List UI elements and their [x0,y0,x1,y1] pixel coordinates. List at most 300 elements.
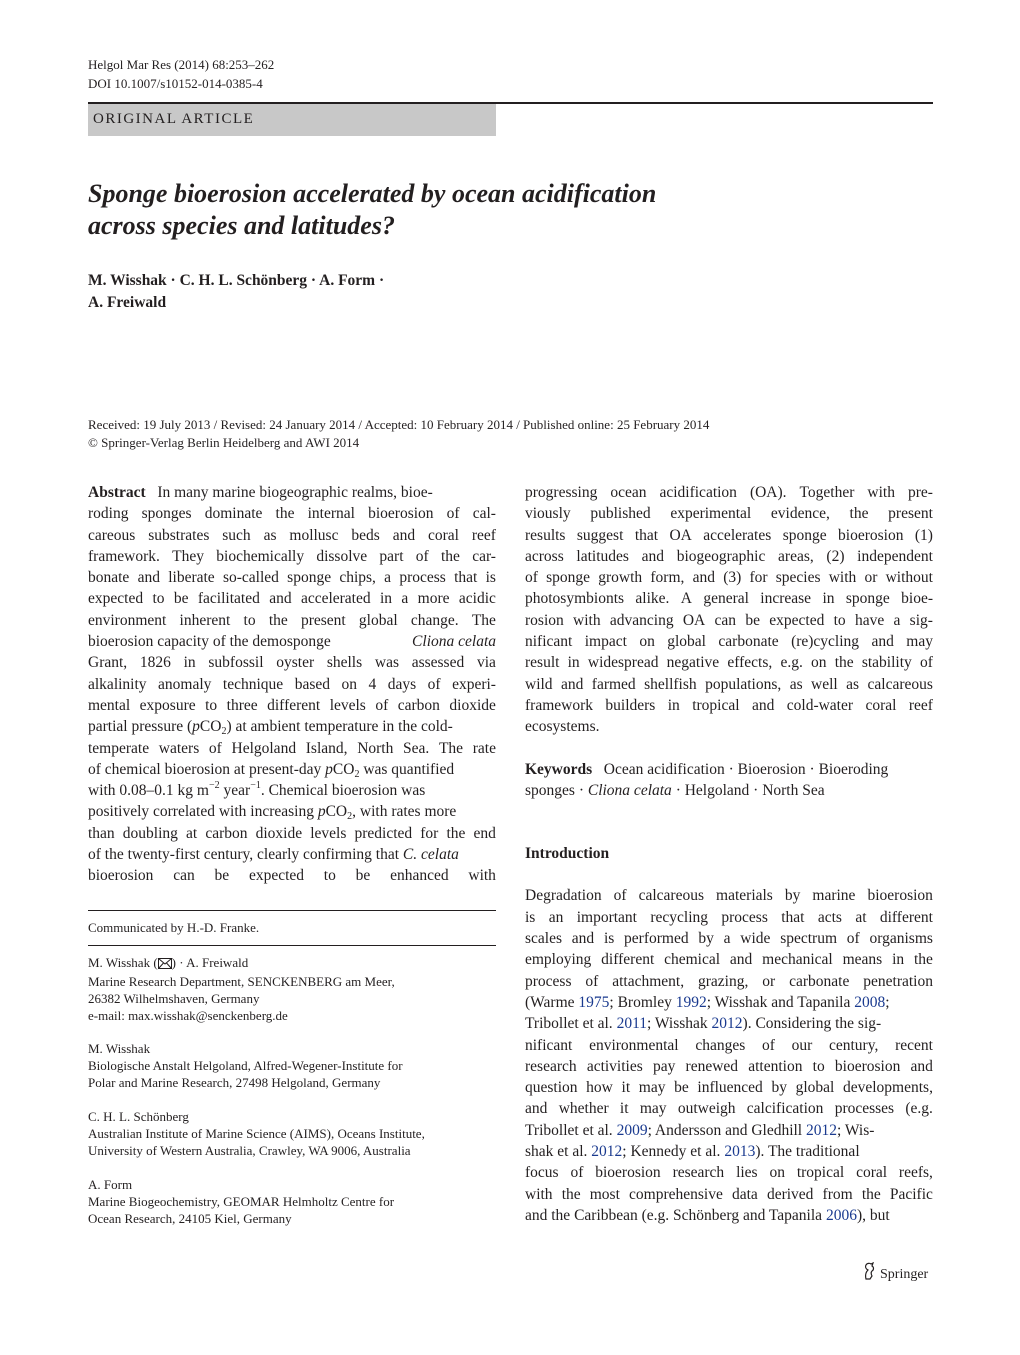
word: be [173,590,189,608]
word: end [473,824,496,842]
abstract-line [88,716,496,737]
abstract-text: bioerosion capacity of the demosponge [88,633,331,651]
right-column [525,482,933,1226]
word: part [379,547,404,565]
abstract-text: . Chemical bioerosion was [260,782,426,800]
word: it [621,1079,631,1097]
word: to [812,1057,825,1075]
word: or [864,569,878,587]
title-line-2: across species and latitudes? [88,211,395,240]
word: (re)cycling [791,633,860,651]
word: populations, [705,675,782,693]
word: roding [88,505,129,523]
intro-line [525,949,933,970]
word: of [415,547,429,565]
journal-citation [88,55,274,93]
affiliation-3 [88,1108,496,1159]
intro-text: ; Wisshak [647,1015,712,1033]
word: sponge [546,569,591,587]
word: reefs, [898,1164,933,1182]
word: by [784,887,801,905]
word: was [374,654,399,672]
word: careous [88,526,136,544]
affiliation-name: C. H. L. Schönberg [88,1109,189,1124]
word: recycling [650,908,709,926]
word: experimental [670,505,752,523]
word: the [834,654,854,672]
word: of [446,505,460,523]
word: days [387,675,417,693]
word: rosion [525,611,564,629]
abstract-line [525,652,933,673]
word: viously [525,505,571,523]
word: Together [799,484,855,501]
abstract-line [88,823,496,844]
word: carbon [397,696,440,714]
springer-horse-icon [862,1262,876,1287]
word: from [822,1185,853,1203]
affiliation-line: Biologische Anstalt Helgoland, Alfred-Wegener-Institute for [88,1058,403,1073]
affiliation-name: M. Wisshak ( [88,955,158,970]
abstract-text: partial pressure ( [88,718,193,736]
word: grazing, [698,972,749,990]
word: increase [760,590,812,608]
abstract-line [88,801,496,822]
word: whether [558,1100,609,1118]
word: performed [624,930,689,948]
word: of [375,696,389,714]
word: calcareous [638,887,704,905]
word: present [300,611,346,629]
word: bioerosion [368,505,434,523]
word: bioerosion [595,1164,661,1182]
abstract-line [88,567,496,588]
species-name: Cliona celata [412,633,496,651]
word: a [384,569,392,587]
abstract-line [88,738,496,759]
word: on [341,675,357,693]
word: advancing [609,611,674,629]
word: doubling [122,824,178,842]
introduction-body [525,885,933,1226]
word: an [548,908,564,926]
word: expected [248,867,305,885]
word: stability [861,654,912,672]
word: with [525,1185,553,1203]
intro-text: ; Andersson and Gledhill [647,1121,806,1139]
intro-text: (Warme [525,993,579,1011]
citation-link[interactable]: 2008 [854,993,886,1011]
word: with [573,611,601,629]
word: across [525,547,564,565]
word: Degradation [525,887,602,905]
word: accelerated [300,590,371,608]
word: lies [736,1164,758,1182]
word: sponge [782,526,827,544]
word: Helgoland [231,739,297,757]
abstract-text: CO [325,803,348,821]
word: reef [908,696,933,714]
word: different [879,908,933,926]
word: by [771,1079,787,1097]
word: global [795,1079,835,1097]
communicated-by: Communicated by H.-D. Franke. [88,920,260,935]
subscript: 2 [347,811,353,823]
word: OA [669,526,692,544]
word: well [811,675,838,693]
word: The [471,611,496,629]
citation-link[interactable]: 2013 [724,1143,756,1161]
word: be [674,1079,689,1097]
word: scales [525,930,563,948]
word: in [379,590,393,608]
abstract-text: CO [332,760,355,778]
intro-line [525,971,933,992]
intro-text: ). Considering the sig- [742,1015,882,1033]
word: the [861,1185,881,1203]
word: and [571,930,595,948]
word: and [871,633,894,651]
word: of [427,675,441,693]
intro-text: ; [885,993,890,1011]
word: wild [525,675,553,693]
affiliation-line: Marine Biogeochemistry, GEOMAR Helmholtz Centre for [88,1194,395,1209]
word: dominate [204,505,263,523]
word: species [775,569,821,587]
word: photosymbionts [525,590,625,608]
word: negative [666,654,720,672]
word: focus [525,1164,559,1182]
abstract-text: of the twenty-first century, clearly confirming that [88,846,403,864]
word: mollusc [289,526,339,544]
word: recent [895,1036,933,1054]
word: process [525,972,572,990]
author-list [88,270,508,314]
citation-link[interactable]: 1975 [578,993,610,1011]
word: ocean [610,484,647,501]
introduction-heading: Introduction [525,845,610,863]
word: be [214,867,230,885]
word: independent [857,547,933,565]
word: comprehensive [629,1185,723,1203]
word: Grant, [88,654,128,672]
word: be [745,611,760,629]
word: cold-water [786,696,854,714]
affiliation-name: ) · A. Freiwald [171,955,249,970]
email-link[interactable]: e-mail: max.wisshak@senckenberg.de [88,1008,288,1023]
word: (OA). [749,484,787,501]
word: OA [682,611,706,629]
word: that [781,908,805,926]
abstract-line [88,525,496,546]
species-name: C. celata [402,846,459,864]
word: expected [769,611,825,629]
abstract-text: was quantified [359,760,455,778]
word: sponges [141,505,192,523]
intro-line [525,1056,933,1077]
affiliation-name: M. Wisshak [88,1041,151,1056]
word: that [454,569,478,587]
word: Pacific [889,1185,933,1203]
word: Sea. [403,739,430,757]
affiliation-line: Australian Institute of Marine Science (AIMS), Oceans Institute, [88,1126,425,1141]
word: alike. [635,590,670,608]
abstract-text: year [219,782,251,800]
word: is [525,908,536,926]
intro-line [525,885,933,906]
abstract-text: with 0.08–0.1 kg m [88,782,209,800]
word: tropical [692,696,740,714]
title-line-1: Sponge bioerosion accelerated by ocean acidification [88,179,657,208]
word: how [586,1079,613,1097]
affiliation-line: Ocean Research, 24105 Kiel, Germany [88,1211,292,1226]
word: the [446,824,466,842]
word: sponge [287,569,332,587]
abstract-text: positively correlated with increasing [88,803,318,821]
word: the [275,505,295,523]
intro-text: and the Caribbean (e.g. Schönberg and Tapanila [525,1206,826,1224]
intro-line [525,992,933,1013]
word: and [137,569,160,587]
abstract-line [88,503,496,524]
abstract-line [525,674,933,695]
envelope-icon[interactable] [158,956,172,973]
word: coral [856,1164,888,1182]
abstract-text: ) at ambient temperature in the cold- [226,718,453,736]
word: chips, [339,569,376,587]
citation-link[interactable]: 2012 [591,1143,623,1161]
intro-line [525,1162,933,1183]
word: data [731,1185,758,1203]
word: acidification [659,484,737,501]
word: in [822,590,835,608]
word: liberate [168,569,215,587]
word: question [525,1079,578,1097]
abstract-text: In many marine biogeographic realms, bioe- [157,484,433,501]
word: North [357,739,394,757]
citation-link[interactable]: 1992 [675,993,707,1011]
word: dioxide [255,824,303,842]
word: derived [766,1185,814,1203]
word: may [639,1100,667,1118]
word: to [833,611,846,629]
word: processes [834,1100,895,1118]
word: reef [471,526,496,544]
word: the [440,547,460,565]
word: process [721,908,768,926]
word: facilitated [197,590,260,608]
word: Island, [305,739,348,757]
word: and [269,590,292,608]
affiliation-line: 26382 Wilhelmshaven, Germany [88,991,260,1006]
abstract-line [525,567,933,588]
word: as [789,675,803,693]
word: and [525,1100,548,1118]
footnote-rule-2 [88,945,496,946]
citation-link[interactable]: 2009 [616,1121,648,1139]
keywords-text: · Helgoland · North Sea [671,782,825,800]
word: a [401,590,409,608]
word: sponge [845,590,890,608]
word: and [641,547,665,565]
word: of [919,654,933,672]
word: alkalinity [88,675,147,693]
intro-line [525,928,933,949]
affiliation-line: Polar and Marine Research, 27498 Helgoland, Germany [88,1075,381,1090]
word: in [567,654,580,672]
word: result [525,654,560,672]
word: means [842,951,883,969]
word: and [692,569,715,587]
abstract-line [88,674,496,695]
abstract-line [88,780,496,801]
word: spectrum [780,930,838,948]
word: different [601,951,655,969]
word: process [399,569,446,587]
word: suggest [576,526,624,544]
species-name: Cliona celata [587,782,672,800]
word: calcification [746,1100,824,1118]
word: of [585,972,599,990]
abstract-line [88,588,496,609]
italic-p: p [192,718,200,736]
word: farmed [591,675,636,693]
word: beds [351,526,380,544]
word: nificant [525,633,573,651]
word: with [468,867,496,885]
word: (2) [826,547,845,565]
citation-link[interactable]: 2006 [825,1206,857,1224]
word: bioerosion [88,867,154,885]
intro-text: shak et al. [525,1143,592,1161]
publisher-mark [862,1262,928,1287]
abstract-text: CO [199,718,222,736]
word: inherent [179,611,231,629]
word: evidence, [770,505,830,523]
word: dissolve [316,547,368,565]
article-type-banner [88,104,496,136]
word: environment [88,611,167,629]
intro-line [525,1184,933,1205]
word: different [267,696,321,714]
intro-text: ; Bromley [609,993,676,1011]
word: by [698,930,714,948]
citation-link[interactable]: 2011 [616,1015,647,1033]
word: global [667,633,706,651]
abstract-line [525,588,933,609]
word: at [855,908,867,926]
citation-link[interactable]: 2012 [711,1015,743,1033]
word: internal [307,505,355,523]
history-dates: Received: 19 July 2013 / Revised: 24 January 2014 / Accepted: 10 February 2014 / Published online: 25 February 2014 [88,417,710,432]
word: biogeographic [676,547,766,565]
word: is [485,569,496,587]
word: assessed [411,654,465,672]
word: changes [695,1036,746,1054]
superscript: −2 [209,780,220,792]
word: substrates [148,526,210,544]
word: enhanced [390,867,449,885]
authors-line-1[interactable]: M. Wisshak · C. H. L. Schönberg · A. Form · [88,272,385,289]
keywords-text: Ocean acidification · Bioerosion · Bioeroding [603,760,889,778]
word: in [667,696,680,714]
word: and [392,526,416,544]
word: expected [88,590,144,608]
affiliation-1 [88,954,496,1024]
authors-line-2[interactable]: A. Freiwald [88,294,167,311]
word: The [438,739,464,757]
abstract-line [88,844,496,865]
publisher-name: Springer [880,1266,929,1282]
abstract-line [88,631,496,652]
word: marine [812,887,856,905]
word: form, [650,569,685,587]
word: rate [472,739,496,757]
word: can [173,867,195,885]
word: century, [828,1036,879,1054]
word: of [761,1036,775,1054]
word: on [639,633,655,651]
abstract-line [525,482,933,503]
italic-p: p [325,760,333,778]
word: such [222,526,251,544]
word: carbon [205,824,248,842]
word: exposure [139,696,196,714]
word: results [525,526,566,544]
word: the [849,505,869,523]
publication-dates [88,416,933,452]
intro-line [525,1205,933,1226]
word: to [323,867,336,885]
word: bioerosion [867,887,933,905]
word: it [619,1100,629,1118]
word: penetration [863,972,933,990]
abstract-line [525,546,933,567]
word: nificant [525,1036,573,1054]
affiliation-4 [88,1176,496,1227]
citation-link[interactable]: 2012 [806,1121,837,1139]
word: pay [652,1057,676,1075]
word: at [186,824,198,842]
word: published [590,505,651,523]
word: research [525,1057,577,1075]
word: environmental [589,1036,679,1054]
doi[interactable]: DOI 10.1007/s10152-014-0385-4 [88,76,263,91]
word: with [828,569,857,587]
word: (e.g. [905,1100,933,1118]
word: of [570,1164,584,1182]
abstract-text: , with rates more [352,803,457,821]
journal-volume: Helgol Mar Res (2014) 68:253–262 [88,57,275,72]
word: bioerosion [834,1057,901,1075]
intro-line [525,1141,933,1162]
subscript: 2 [221,726,227,738]
word: bioerosion [838,526,904,544]
word: e.g. [780,654,803,672]
affiliation-2 [88,1040,496,1091]
word: research [672,1164,725,1182]
word: for [420,824,439,842]
word: and [729,951,753,969]
word: impact [584,633,627,651]
word: 4 [368,675,377,693]
word: bonate [88,569,130,587]
word: may [638,1079,666,1097]
abstract-line [88,759,496,780]
word: car- [472,547,496,565]
word: renewed [685,1057,739,1075]
word: global [358,611,398,629]
